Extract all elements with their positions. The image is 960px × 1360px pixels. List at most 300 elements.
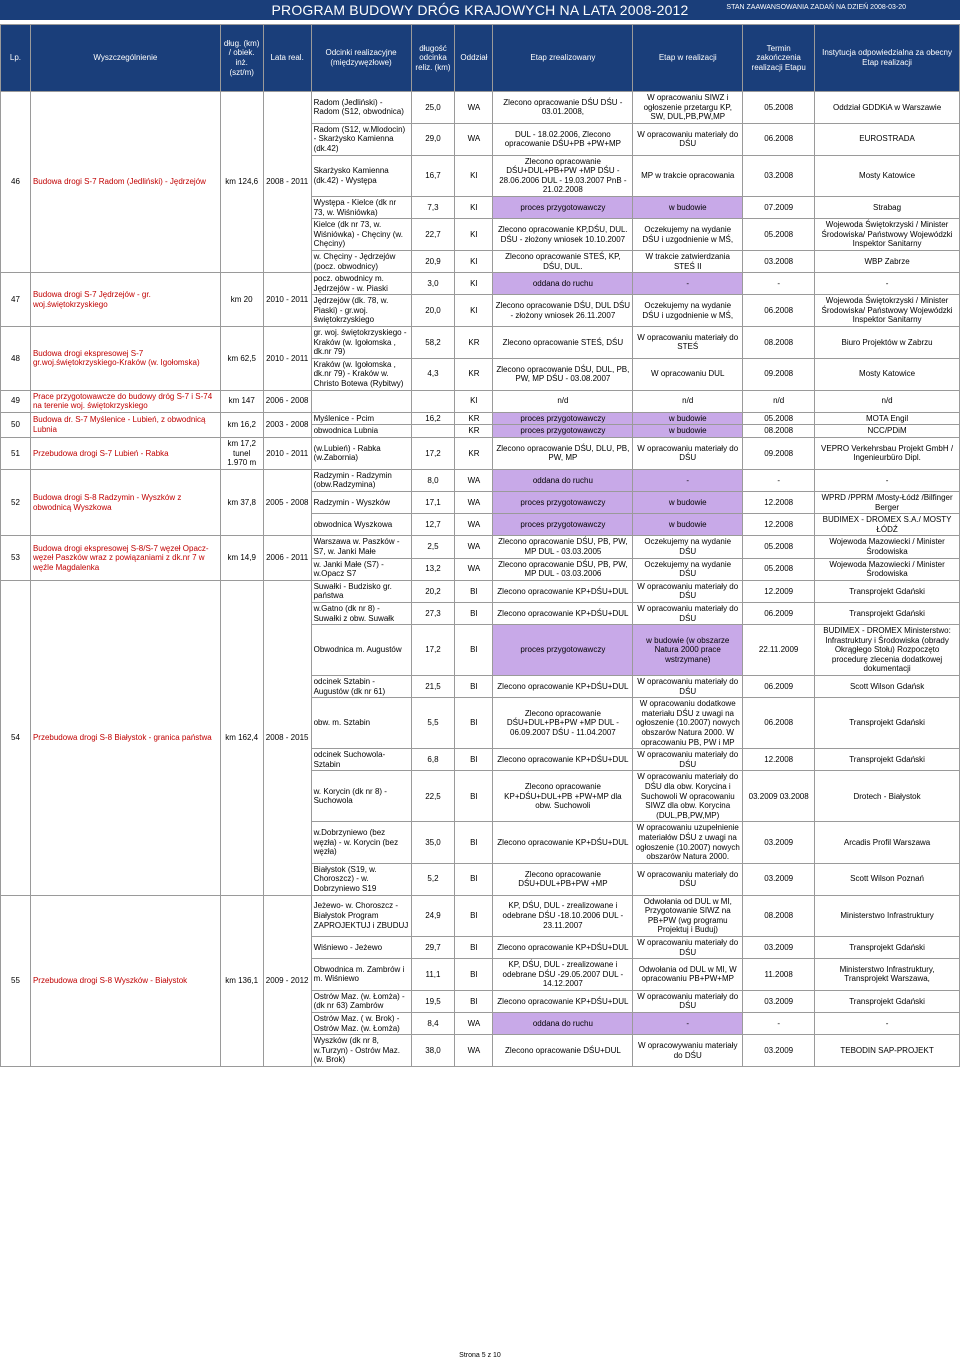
header-etap-w-realizacji: Etap w realizacji xyxy=(633,25,743,92)
table-row xyxy=(1,412,960,425)
section-branch: BI xyxy=(455,698,493,749)
section-length: 8,4 xyxy=(411,1013,455,1035)
section-institution: - xyxy=(815,1013,960,1035)
section-stage-current: MP w trakcie opracowania xyxy=(633,155,743,196)
section-stage-current: - xyxy=(633,469,743,491)
section-stage-current: - xyxy=(633,1013,743,1035)
section-length: 24,9 xyxy=(411,895,455,936)
section-branch: BI xyxy=(455,676,493,698)
section-branch: WA xyxy=(455,491,493,513)
section-branch: BI xyxy=(455,625,493,676)
table-row xyxy=(1,390,960,412)
section-branch: WA xyxy=(455,536,493,558)
section-name: Obwodnica m. Zambrów i m. Wiśniewo xyxy=(311,959,411,991)
section-stage-done: DUL - 18.02.2006, Zlecono opracowanie DŚU+PB +PW+MP xyxy=(493,123,633,155)
section-length: 2,5 xyxy=(411,536,455,558)
section-deadline: - xyxy=(743,1013,815,1035)
section-deadline: 08.2008 xyxy=(743,895,815,936)
section-branch: BI xyxy=(455,895,493,936)
section-name: obwodnica Lubnia xyxy=(311,425,411,438)
section-branch: BI xyxy=(455,580,493,602)
section-branch: KI xyxy=(455,250,493,272)
task-years: 2010 - 2011 xyxy=(263,438,311,470)
task-name: Przebudowa drogi S-7 Lubień - Rabka xyxy=(30,438,220,470)
section-stage-current: W opracowywaniu materiały do DŚU xyxy=(633,1035,743,1067)
section-deadline: 07.2009 xyxy=(743,196,815,218)
section-length: 22,5 xyxy=(411,771,455,822)
header-termin: Termin zakończenia realizacji Etapu xyxy=(743,25,815,92)
section-stage-current: Oczekujemy na wydanie DŚU i uzgodnienie w MŚ, xyxy=(633,219,743,251)
section-name: Radzymin - Wyszków xyxy=(311,491,411,513)
task-number: 47 xyxy=(1,273,31,327)
section-deadline: 11.2008 xyxy=(743,959,815,991)
section-stage-done: Zlecono opracowanie DŚU+DUL+PB+PW +MP xyxy=(493,863,633,895)
section-deadline: - xyxy=(743,273,815,295)
section-stage-done: proces przygotowawczy xyxy=(493,412,633,425)
task-length: km 37,8 xyxy=(220,469,263,536)
section-length: 12,7 xyxy=(411,514,455,536)
section-deadline: 05.2008 xyxy=(743,536,815,558)
header-oddzial: Oddział xyxy=(455,25,493,92)
section-stage-current: W opracowaniu materiały do DŚU xyxy=(633,990,743,1012)
section-name: Radom (Jedliński) - Radom (S12, obwodnica) xyxy=(311,92,411,124)
section-stage-current: W opracowaniu uzupełnienie materiałów DŚU z uwagi na ogłoszenie (10.2007) nowych obszarów Natura 2000. xyxy=(633,822,743,863)
section-stage-current: w budowie xyxy=(633,514,743,536)
section-branch: KI xyxy=(455,155,493,196)
status-date: STAN ZAAWANSOWANIA ZADAŃ NA DZIEŃ 2008-03-20 xyxy=(726,4,906,11)
section-stage-done: Zlecono opracowanie DŚU DŚU - 03.01.2008, xyxy=(493,92,633,124)
section-institution: n/d xyxy=(815,390,960,412)
section-stage-current: n/d xyxy=(633,390,743,412)
table-header-row xyxy=(1,25,960,92)
section-stage-done: Zlecono opracowanie KP,DŚU, DUL. DŚU - złożony wniosek 10.10.2007 xyxy=(493,219,633,251)
section-length: 5,5 xyxy=(411,698,455,749)
section-stage-done: Zlecono opracowanie DŚU, DUL, PB, PW, MP DŚU - 03.08.2007 xyxy=(493,358,633,390)
task-length: km 124,6 xyxy=(220,92,263,273)
section-institution: Transprojekt Gdański xyxy=(815,602,960,624)
document-title: PROGRAM BUDOWY DRÓG KRAJOWYCH NA LATA 2008-2012 xyxy=(271,2,689,18)
task-years: 2006 - 2011 xyxy=(263,536,311,580)
task-length: km 16,2 xyxy=(220,412,263,437)
table-row xyxy=(1,92,960,124)
document-header-bar xyxy=(0,0,960,20)
section-branch: KR xyxy=(455,412,493,425)
section-institution: - xyxy=(815,273,960,295)
section-name: Kielce (dk nr 73, w. Wiśniówka) - Chęciny (w. Chęciny) xyxy=(311,219,411,251)
section-name: Wiśniewo - Jeżewo xyxy=(311,936,411,958)
section-name: Występa - Kielce (dk nr 73, w. Wiśniówka) xyxy=(311,196,411,218)
section-deadline: 12.2009 xyxy=(743,580,815,602)
section-institution: Transprojekt Gdański xyxy=(815,936,960,958)
section-deadline: 03.2009 xyxy=(743,990,815,1012)
section-stage-done: oddana do ruchu xyxy=(493,1013,633,1035)
section-stage-done: proces przygotowawczy xyxy=(493,514,633,536)
section-branch: BI xyxy=(455,749,493,771)
section-branch: WA xyxy=(455,558,493,580)
section-stage-done: proces przygotowawczy xyxy=(493,425,633,438)
task-length: km 14,9 xyxy=(220,536,263,580)
section-length: 4,3 xyxy=(411,358,455,390)
section-name: Ostrów Maz. (w. Łomża) - (dk nr 63) Zambrów xyxy=(311,990,411,1012)
section-institution: VEPRO Verkehrsbau Projekt GmbH / Ingenieurbüro Dipl. xyxy=(815,438,960,470)
section-branch: KR xyxy=(455,358,493,390)
task-years: 2008 - 2011 xyxy=(263,92,311,273)
section-stage-done: KP, DŚU, DUL - zrealizowane i odebrane DŚU -18.10.2006 DUL - 23.11.2007 xyxy=(493,895,633,936)
task-name: Budowa drogi S-7 Radom (Jedliński) - Jędrzejów xyxy=(30,92,220,273)
section-deadline: 12.2008 xyxy=(743,749,815,771)
section-length: 58,2 xyxy=(411,327,455,359)
table-row xyxy=(1,469,960,491)
section-institution: Transprojekt Gdański xyxy=(815,580,960,602)
section-branch: BI xyxy=(455,936,493,958)
section-deadline: 08.2008 xyxy=(743,425,815,438)
section-institution: NCC/PDiM xyxy=(815,425,960,438)
section-deadline: 03.2009 xyxy=(743,936,815,958)
task-years: 2010 - 2011 xyxy=(263,327,311,391)
page-footer: Strona 5 z 10 xyxy=(459,1352,501,1359)
section-name: w. Chęciny - Jędrzejów (pocz. obwodnicy) xyxy=(311,250,411,272)
section-stage-done: Zlecono opracowanie DŚU, DLU, PB, PW, MP xyxy=(493,438,633,470)
task-length: km 136,1 xyxy=(220,895,263,1067)
section-length: 29,7 xyxy=(411,936,455,958)
task-name: Budowa dr. S-7 Myślenice - Lubień, z obwodnicą Lubnia xyxy=(30,412,220,437)
task-name: Budowa drogi ekspresowej S-8/S-7 węzeł Opacz-węzeł Paszków wraz z powiązaniami z dk.nr 7 w węźle Magdalenka xyxy=(30,536,220,580)
section-stage-done: Zlecono opracowanie KP+DŚU+DUL xyxy=(493,602,633,624)
section-stage-done: Zlecono opracowanie STEŚ, DŚU xyxy=(493,327,633,359)
section-institution: Transprojekt Gdański xyxy=(815,749,960,771)
section-length: 5,2 xyxy=(411,863,455,895)
header-dlugosc-odcinka: długość odcinka reliz. (km) xyxy=(411,25,455,92)
section-stage-current: W opracowaniu materiały do DŚU dla obw. Korycina i Suchowoli W opracowaniu SIWZ dla obw. Korycina (DUL,PB,PW,MP) xyxy=(633,771,743,822)
section-deadline: 03.2009 xyxy=(743,1035,815,1067)
section-branch: KI xyxy=(455,196,493,218)
section-name: Radom (S12, w.Mlodocin) - Skarżysko Kamienna (dk.42) xyxy=(311,123,411,155)
section-length: 16,2 xyxy=(411,412,455,425)
section-branch: KI xyxy=(455,390,493,412)
section-stage-current: W opracowaniu materiały do STEŚ xyxy=(633,327,743,359)
section-deadline: 05.2008 xyxy=(743,219,815,251)
section-branch: WA xyxy=(455,1035,493,1067)
section-branch: BI xyxy=(455,602,493,624)
section-stage-done: Zlecono opracowanie DŚU, PB, PW, MP DUL - 03.03.2005 xyxy=(493,536,633,558)
section-stage-current: W opracowaniu materiały do DŚU xyxy=(633,936,743,958)
section-institution: Transprojekt Gdański xyxy=(815,990,960,1012)
section-branch: KI xyxy=(455,219,493,251)
task-years: 2006 - 2008 xyxy=(263,390,311,412)
program-table xyxy=(0,24,960,1067)
section-stage-done: proces przygotowawczy xyxy=(493,196,633,218)
section-institution: Wojewoda Mazowiecki / Minister Środowiska xyxy=(815,558,960,580)
section-stage-done: oddana do ruchu xyxy=(493,273,633,295)
section-branch: BI xyxy=(455,863,493,895)
section-branch: WA xyxy=(455,123,493,155)
section-stage-current: w budowie xyxy=(633,491,743,513)
section-stage-done: oddana do ruchu xyxy=(493,469,633,491)
section-stage-done: Zlecono opracowanie DŚU, PB, PW, MP DUL - 03.03.2006 xyxy=(493,558,633,580)
section-length: 17,2 xyxy=(411,625,455,676)
section-branch: WA xyxy=(455,92,493,124)
section-length: 20,0 xyxy=(411,295,455,327)
table-row xyxy=(1,536,960,558)
task-name: Budowa drogi S-7 Jędrzejów - gr. woj.świętokrzyskiego xyxy=(30,273,220,327)
section-institution: EUROSTRADA xyxy=(815,123,960,155)
section-deadline: 09.2008 xyxy=(743,358,815,390)
section-deadline: 12.2008 xyxy=(743,514,815,536)
section-branch: BI xyxy=(455,822,493,863)
task-length: km 147 xyxy=(220,390,263,412)
section-deadline: 06.2008 xyxy=(743,295,815,327)
section-length: 17,1 xyxy=(411,491,455,513)
task-number: 55 xyxy=(1,895,31,1067)
task-years: 2003 - 2008 xyxy=(263,412,311,437)
section-name: Suwałki - Budzisko gr. państwa xyxy=(311,580,411,602)
section-deadline: 06.2009 xyxy=(743,676,815,698)
section-length: 20,2 xyxy=(411,580,455,602)
section-length: 20,9 xyxy=(411,250,455,272)
task-length: km 17,2 tunel 1.970 m xyxy=(220,438,263,470)
section-institution: Transprojekt Gdański xyxy=(815,698,960,749)
section-branch: BI xyxy=(455,959,493,991)
section-stage-done: Zlecono opracowanie KP+DŚU+DUL xyxy=(493,580,633,602)
task-length: km 162,4 xyxy=(220,580,263,895)
section-stage-current: W opracowaniu materiały do DŚU xyxy=(633,438,743,470)
section-stage-done: Zlecono opracowanie KP+DŚU+DUL xyxy=(493,676,633,698)
table-row xyxy=(1,580,960,602)
section-deadline: 05.2008 xyxy=(743,412,815,425)
section-stage-done: Zlecono opracowanie DŚU+DUL+PB+PW +MP DŚU - 28.06.2006 DUL - 19.03.2007 PnB - 21.02.2008 xyxy=(493,155,633,196)
task-years: 2005 - 2008 xyxy=(263,469,311,536)
task-number: 50 xyxy=(1,412,31,437)
header-dlugosc: dług. (km) / obiek. inż. (szt/m) xyxy=(220,25,263,92)
section-stage-current: W trakcie zatwierdzania STEŚ II xyxy=(633,250,743,272)
task-years: 2009 - 2012 xyxy=(263,895,311,1067)
header-lata: Lata real. xyxy=(263,25,311,92)
section-institution: Scott Wilson Poznań xyxy=(815,863,960,895)
header-wyszczegolnienie: Wyszczególnienie xyxy=(30,25,220,92)
section-institution: Ministerstwo Infrastruktury xyxy=(815,895,960,936)
section-stage-current: w budowie xyxy=(633,412,743,425)
section-length: 22,7 xyxy=(411,219,455,251)
section-branch: BI xyxy=(455,990,493,1012)
section-name: obwodnica Wyszkowa xyxy=(311,514,411,536)
section-length: 19,5 xyxy=(411,990,455,1012)
section-length: 21,5 xyxy=(411,676,455,698)
section-deadline: 06.2008 xyxy=(743,123,815,155)
section-deadline: 09.2008 xyxy=(743,438,815,470)
section-name: Obwodnica m. Augustów xyxy=(311,625,411,676)
section-institution: Drotech - Białystok xyxy=(815,771,960,822)
section-name: obw. m. Sztabin xyxy=(311,698,411,749)
section-deadline: 06.2009 xyxy=(743,602,815,624)
section-deadline: 03.2008 xyxy=(743,250,815,272)
task-number: 54 xyxy=(1,580,31,895)
task-years: 2010 - 2011 xyxy=(263,273,311,327)
section-name: Jeżewo- w. Choroszcz - Białystok Program ZAPROJEKTUJ i ZBUDUJ xyxy=(311,895,411,936)
task-name: Budowa drogi ekspresowej S-7 gr.woj.świętokrzyskiego-Kraków (w. Igołomska) xyxy=(30,327,220,391)
section-stage-done: Zlecono opracowanie KP+DŚU+DUL xyxy=(493,749,633,771)
section-stage-current: W opracowaniu materiały do DŚU xyxy=(633,123,743,155)
table-row xyxy=(1,273,960,295)
section-name: w.Gatno (dk nr 8) - Suwałki z obw. Suwałk xyxy=(311,602,411,624)
section-stage-current: Odwołania od DUL w MI, Przygotowanie SIWZ na PB+PW (wg programu Projektuj i Buduj) xyxy=(633,895,743,936)
section-deadline: - xyxy=(743,469,815,491)
section-deadline: 03.2009 03.2008 xyxy=(743,771,815,822)
section-stage-done: n/d xyxy=(493,390,633,412)
section-deadline: 08.2008 xyxy=(743,327,815,359)
section-institution: TEBODIN SAP-PROJEKT xyxy=(815,1035,960,1067)
section-institution: Scott Wilson Gdańsk xyxy=(815,676,960,698)
section-stage-done: KP, DŚU, DUL - zrealizowane i odebrane DŚU -29.05.2007 DUL - 14.12.2007 xyxy=(493,959,633,991)
section-name: w. Korycin (dk nr 8) - Suchowola xyxy=(311,771,411,822)
section-length: 7,3 xyxy=(411,196,455,218)
table-row xyxy=(1,895,960,936)
section-stage-done: Zlecono opracowanie DŚU+DUL+PB+PW +MP DUL - 06.09.2007 DŚU - 11.04.2007 xyxy=(493,698,633,749)
header-lp: Lp. xyxy=(1,25,31,92)
section-institution: Mosty Katowice xyxy=(815,358,960,390)
table-row xyxy=(1,327,960,359)
section-stage-current: W opracowaniu materiały do DŚU xyxy=(633,863,743,895)
section-length: 27,3 xyxy=(411,602,455,624)
task-name: Przebudowa drogi S-8 Białystok - granica państwa xyxy=(30,580,220,895)
section-name: Białystok (S19, w. Choroszcz) - w. Dobrzyniewo S19 xyxy=(311,863,411,895)
section-name: Myślenice - Pcim xyxy=(311,412,411,425)
section-stage-done: proces przygotowawczy xyxy=(493,625,633,676)
section-stage-current: Oczekujemy na wydanie DŚU xyxy=(633,536,743,558)
section-branch: WA xyxy=(455,514,493,536)
section-branch: KI xyxy=(455,273,493,295)
section-length: 11,1 xyxy=(411,959,455,991)
task-number: 51 xyxy=(1,438,31,470)
section-length xyxy=(411,390,455,412)
section-institution: Wojewoda Świętokrzyski / Minister Środowiska/ Państwowy Wojewódzki Inspektor Sanitarny xyxy=(815,219,960,251)
section-institution: Biuro Projektów w Zabrzu xyxy=(815,327,960,359)
section-deadline: 05.2008 xyxy=(743,558,815,580)
section-deadline: 12.2008 xyxy=(743,491,815,513)
table-row xyxy=(1,438,960,470)
section-stage-done: Zlecono opracowanie KP+DŚU+DUL xyxy=(493,990,633,1012)
section-length: 17,2 xyxy=(411,438,455,470)
section-name: Wyszków (dk nr 8, w.Turzyn) - Ostrów Maz. (w. Brok) xyxy=(311,1035,411,1067)
task-name: Prace przygotowawcze do budowy dróg S-7 i S-74 na terenie woj. świętokrzyskiego xyxy=(30,390,220,412)
section-institution: MOTA Engil xyxy=(815,412,960,425)
section-stage-done: Zlecono opracowanie KP+DŚU+DUL+PB +PW+MP dla obw. Suchowoli xyxy=(493,771,633,822)
section-deadline: 06.2008 xyxy=(743,698,815,749)
task-name: Przebudowa drogi S-8 Wyszków - Białystok xyxy=(30,895,220,1067)
task-years: 2008 - 2015 xyxy=(263,580,311,895)
section-length: 3,0 xyxy=(411,273,455,295)
section-stage-current: W opracowaniu materiały do DŚU xyxy=(633,676,743,698)
task-number: 46 xyxy=(1,92,31,273)
section-stage-current: W opracowaniu DUL xyxy=(633,358,743,390)
header-etap-zrealizowany: Etap zrealizowany xyxy=(493,25,633,92)
section-deadline: 03.2009 xyxy=(743,822,815,863)
section-stage-done: Zlecono opracowanie DŚU, DUL DŚU - złożony wniosek 26.11.2007 xyxy=(493,295,633,327)
section-name: gr. woj. świętokrzyskiego - Kraków (w. Igołomska , dk.nr 79) xyxy=(311,327,411,359)
section-deadline: 22.11.2009 xyxy=(743,625,815,676)
section-deadline: 03.2009 xyxy=(743,863,815,895)
section-stage-current: W opracowaniu materiały do DŚU xyxy=(633,602,743,624)
task-length: km 20 xyxy=(220,273,263,327)
section-name: Radzymin - Radzymin (obw.Radzymina) xyxy=(311,469,411,491)
section-institution: Wojewoda Świętokrzyski / Minister Środowiska/ Państwowy Wojewódzki Inspektor Sanitarny xyxy=(815,295,960,327)
section-name: w.Dobrzyniewo (bez węzła) - w. Korycin (bez węzła) xyxy=(311,822,411,863)
section-name: Kraków (w. Igołomska , dk.nr 79) - Kraków w. Christo Botewa (Rybitwy) xyxy=(311,358,411,390)
section-stage-done: Zlecono opracowanie DŚU+DUL xyxy=(493,1035,633,1067)
section-name: Skarżysko Kamienna (dk.42) - Występa xyxy=(311,155,411,196)
section-institution: Wojewoda Mazowiecki / Minister Środowiska xyxy=(815,536,960,558)
section-stage-done: Zlecono opracowanie KP+DŚU+DUL xyxy=(493,936,633,958)
section-stage-current: w budowie xyxy=(633,196,743,218)
section-length: 35,0 xyxy=(411,822,455,863)
section-stage-done: Zlecono opracowanie KP+DŚU+DUL xyxy=(493,822,633,863)
task-number: 53 xyxy=(1,536,31,580)
section-name: w. Janki Małe (S7) - w.Opacz S7 xyxy=(311,558,411,580)
task-number: 49 xyxy=(1,390,31,412)
section-length: 29,0 xyxy=(411,123,455,155)
section-stage-done: Zlecono opracowanie STEŚ, KP, DŚU, DUL. xyxy=(493,250,633,272)
section-stage-current: Odwołania od DUL w MI, W opracowaniu PB+PW+MP xyxy=(633,959,743,991)
section-deadline: 03.2008 xyxy=(743,155,815,196)
section-name: (w.Lubień) - Rabka (w.Zabornia) xyxy=(311,438,411,470)
section-stage-current: - xyxy=(633,273,743,295)
section-branch: KR xyxy=(455,438,493,470)
section-branch: WA xyxy=(455,469,493,491)
section-stage-done: proces przygotowawczy xyxy=(493,491,633,513)
task-number: 48 xyxy=(1,327,31,391)
section-length: 13,2 xyxy=(411,558,455,580)
section-stage-current: w budowie xyxy=(633,425,743,438)
section-deadline: n/d xyxy=(743,390,815,412)
section-stage-current: w budowie (w obszarze Natura 2000 prace wstrzymane) xyxy=(633,625,743,676)
section-name: Jędrzejów (dk. 78, w. Piaski) - gr.woj. świętokrzyskiego xyxy=(311,295,411,327)
section-name: pocz. obwodnicy m. Jędrzejów - w. Piaski xyxy=(311,273,411,295)
section-stage-current: W opracowaniu materiały do DŚU xyxy=(633,749,743,771)
section-branch: KR xyxy=(455,425,493,438)
section-branch: BI xyxy=(455,771,493,822)
section-name: odcinek Suchowola-Sztabin xyxy=(311,749,411,771)
section-institution: WBP Zabrze xyxy=(815,250,960,272)
section-stage-current: W opracowaniu materiały do DŚU xyxy=(633,580,743,602)
section-institution: - xyxy=(815,469,960,491)
section-branch: KR xyxy=(455,327,493,359)
section-institution: Mosty Katowice xyxy=(815,155,960,196)
section-institution: BUDIMEX - DROMEX S.A./ MOSTY ŁÓDŹ xyxy=(815,514,960,536)
task-name: Budowa drogi S-8 Radzymin - Wyszków z obwodnicą Wyszkowa xyxy=(30,469,220,536)
section-institution: BUDIMEX - DROMEX Ministerstwo: Infrastruktury i Środowiska (obrady Okrągłego Stołu) Rozpoczęto procedurę zlecenia dodatkowej dokumentacji xyxy=(815,625,960,676)
task-length: km 62,5 xyxy=(220,327,263,391)
section-branch: KI xyxy=(455,295,493,327)
section-institution: WPRD /PPRM /Mosty-Łódź /Bilfinger Berger xyxy=(815,491,960,513)
section-deadline: 05.2008 xyxy=(743,92,815,124)
section-length: 16,7 xyxy=(411,155,455,196)
section-institution: Ministerstwo Infrastruktury, Transprojekt Warszawa, xyxy=(815,959,960,991)
section-length: 8,0 xyxy=(411,469,455,491)
task-number: 52 xyxy=(1,469,31,536)
section-stage-current: Oczekujemy na wydanie DŚU i uzgodnienie w MŚ, xyxy=(633,295,743,327)
section-name: odcinek Sztabin - Augustów (dk nr 61) xyxy=(311,676,411,698)
table-body xyxy=(1,92,960,1067)
section-branch: WA xyxy=(455,1013,493,1035)
section-stage-current: Oczekujemy na wydanie DŚU xyxy=(633,558,743,580)
section-institution: Oddział GDDKiA w Warszawie xyxy=(815,92,960,124)
section-length: 38,0 xyxy=(411,1035,455,1067)
section-stage-current: W opracowaniu dodatkowe materiału DŚU z uwagi na ogłoszenie (10.2007) nowych obszarów Natura 2000. W opracowaniu PB, PW i MP xyxy=(633,698,743,749)
section-length: 25,0 xyxy=(411,92,455,124)
section-name: Ostrów Maz. ( w. Brok) - Ostrów Maz. (w. Łomża) xyxy=(311,1013,411,1035)
section-institution: Strabag xyxy=(815,196,960,218)
section-length xyxy=(411,425,455,438)
section-stage-current: W opracowaniu SIWZ i ogłoszenie przetargu KP, SW, DUL,PB,PW,MP xyxy=(633,92,743,124)
